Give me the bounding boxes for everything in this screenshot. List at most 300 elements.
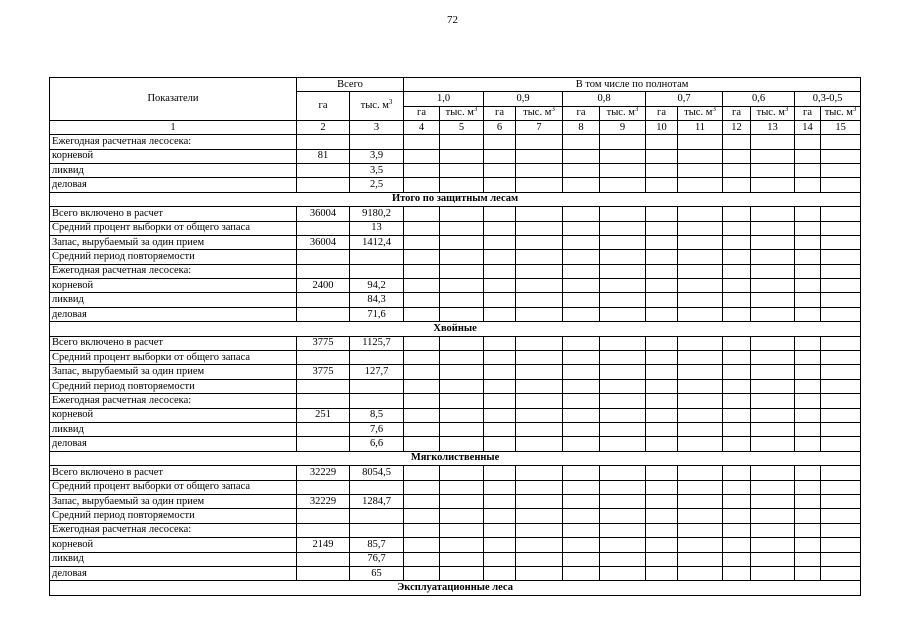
table-row xyxy=(50,379,861,393)
density-cell xyxy=(516,523,563,537)
total-ha-cell xyxy=(297,307,350,321)
row-label: деловая xyxy=(50,566,297,580)
density-cell xyxy=(678,207,723,221)
density-cell xyxy=(795,307,821,321)
cutting-table xyxy=(49,77,861,596)
density-cell xyxy=(723,523,751,537)
table-row xyxy=(50,466,861,480)
density-cell xyxy=(440,494,484,508)
row-label: Ежегодная расчетная лесосека: xyxy=(50,264,297,278)
density-cell xyxy=(563,235,600,249)
density-cell xyxy=(821,379,861,393)
total-vol-cell: 94,2 xyxy=(350,279,404,293)
total-vol-cell xyxy=(350,135,404,149)
density-cell xyxy=(821,408,861,422)
density-cell xyxy=(404,408,440,422)
density-cell xyxy=(795,466,821,480)
density-cell xyxy=(563,394,600,408)
density-cell xyxy=(751,293,795,307)
density-cell xyxy=(723,552,751,566)
density-cell xyxy=(678,480,723,494)
density-1: 1,0 xyxy=(404,92,484,106)
density-cell xyxy=(723,365,751,379)
density-cell xyxy=(821,279,861,293)
density-cell xyxy=(516,351,563,365)
sub-vol-4 xyxy=(678,106,723,120)
column-number: 11 xyxy=(678,121,723,135)
density-cell xyxy=(646,279,678,293)
total-ha-cell: 36004 xyxy=(297,235,350,249)
density-cell xyxy=(440,379,484,393)
table-row xyxy=(50,552,861,566)
density-cell xyxy=(440,422,484,436)
density-cell xyxy=(723,135,751,149)
density-cell xyxy=(646,466,678,480)
total-vol-cell: 76,7 xyxy=(350,552,404,566)
row-label: Средний процент выборки от общего запаса xyxy=(50,351,297,365)
density-cell xyxy=(723,207,751,221)
density-cell xyxy=(795,552,821,566)
total-vol-cell xyxy=(350,264,404,278)
table-row xyxy=(50,351,861,365)
density-cell xyxy=(563,509,600,523)
density-cell xyxy=(646,221,678,235)
density-cell xyxy=(795,365,821,379)
density-cell xyxy=(678,523,723,537)
header-indicators: Показатели xyxy=(50,78,297,121)
unit-sup: 3 xyxy=(634,106,639,114)
density-cell xyxy=(646,480,678,494)
unit-text: тыс. м xyxy=(684,107,713,119)
column-number: 9 xyxy=(600,121,646,135)
density-cell xyxy=(440,149,484,163)
density-cell xyxy=(484,235,516,249)
total-vol-cell: 8054,5 xyxy=(350,466,404,480)
sub-ha-5: га xyxy=(723,106,751,120)
row-label: корневой xyxy=(50,279,297,293)
table-row xyxy=(50,293,861,307)
table-row xyxy=(50,394,861,408)
density-cell xyxy=(440,178,484,192)
density-cell xyxy=(751,135,795,149)
density-cell xyxy=(484,178,516,192)
table-row xyxy=(50,523,861,537)
density-cell xyxy=(600,523,646,537)
column-number: 3 xyxy=(350,121,404,135)
unit-text: тыс. м xyxy=(824,107,853,119)
total-ha-cell xyxy=(297,379,350,393)
density-cell xyxy=(646,307,678,321)
total-vol-cell: 85,7 xyxy=(350,538,404,552)
density-cell xyxy=(563,538,600,552)
density-cell xyxy=(678,466,723,480)
density-cell xyxy=(440,293,484,307)
row-label: Средний процент выборки от общего запаса xyxy=(50,480,297,494)
total-ha-cell xyxy=(297,250,350,264)
total-ha-cell xyxy=(297,135,350,149)
density-cell xyxy=(563,408,600,422)
density-cell xyxy=(563,552,600,566)
density-cell xyxy=(516,336,563,350)
density-cell xyxy=(723,235,751,249)
density-cell xyxy=(821,336,861,350)
total-ha-cell xyxy=(297,264,350,278)
row-label: корневой xyxy=(50,408,297,422)
density-cell xyxy=(646,538,678,552)
density-cell xyxy=(678,163,723,177)
density-cell xyxy=(484,163,516,177)
density-cell xyxy=(440,480,484,494)
density-cell xyxy=(821,538,861,552)
unit-text: тыс. м xyxy=(606,107,635,119)
column-number: 12 xyxy=(723,121,751,135)
total-vol-cell: 8,5 xyxy=(350,408,404,422)
density-cell xyxy=(516,509,563,523)
density-cell xyxy=(723,279,751,293)
density-cell xyxy=(516,394,563,408)
density-cell xyxy=(751,207,795,221)
density-cell xyxy=(795,408,821,422)
sub-ha-3: га xyxy=(563,106,600,120)
density-cell xyxy=(600,163,646,177)
total-vol-cell: 7,6 xyxy=(350,422,404,436)
table-row xyxy=(50,437,861,451)
density-cell xyxy=(563,264,600,278)
density-cell xyxy=(821,250,861,264)
density-cell xyxy=(600,135,646,149)
density-cell xyxy=(600,552,646,566)
density-cell xyxy=(678,394,723,408)
density-cell xyxy=(678,221,723,235)
density-cell xyxy=(646,178,678,192)
table-row xyxy=(50,250,861,264)
density-cell xyxy=(404,494,440,508)
density-cell xyxy=(751,509,795,523)
column-number: 2 xyxy=(297,121,350,135)
density-cell xyxy=(440,437,484,451)
density-cell xyxy=(563,178,600,192)
density-cell xyxy=(440,279,484,293)
density-cell xyxy=(516,566,563,580)
density-cell xyxy=(516,178,563,192)
density-cell xyxy=(821,422,861,436)
column-number: 10 xyxy=(646,121,678,135)
density-cell xyxy=(723,178,751,192)
density-cell xyxy=(484,307,516,321)
density-cell xyxy=(440,163,484,177)
density-cell xyxy=(516,408,563,422)
density-cell xyxy=(404,149,440,163)
density-cell xyxy=(646,552,678,566)
density-cell xyxy=(440,207,484,221)
density-cell xyxy=(821,523,861,537)
total-ha-cell: 32229 xyxy=(297,466,350,480)
header-row-1 xyxy=(50,78,861,92)
total-ha-cell xyxy=(297,437,350,451)
column-number: 13 xyxy=(751,121,795,135)
density-cell xyxy=(516,207,563,221)
density-cell xyxy=(440,566,484,580)
header-total-ha: га xyxy=(297,92,350,121)
density-cell xyxy=(795,207,821,221)
table-row xyxy=(50,509,861,523)
density-cell xyxy=(821,207,861,221)
density-3: 0,8 xyxy=(563,92,646,106)
density-cell xyxy=(646,365,678,379)
density-6: 0,3-0,5 xyxy=(795,92,861,106)
section-title: Хвойные xyxy=(50,322,861,336)
density-cell xyxy=(751,422,795,436)
density-cell xyxy=(600,437,646,451)
density-cell xyxy=(821,509,861,523)
density-cell xyxy=(600,336,646,350)
density-cell xyxy=(440,250,484,264)
sub-ha-4: га xyxy=(646,106,678,120)
column-number: 8 xyxy=(563,121,600,135)
density-cell xyxy=(646,437,678,451)
total-ha-cell xyxy=(297,523,350,537)
row-label: деловая xyxy=(50,307,297,321)
density-cell xyxy=(600,250,646,264)
density-cell xyxy=(563,379,600,393)
density-cell xyxy=(404,221,440,235)
total-vol-cell xyxy=(350,379,404,393)
density-cell xyxy=(821,437,861,451)
row-label: Ежегодная расчетная лесосека: xyxy=(50,523,297,537)
sub-ha-2: га xyxy=(484,106,516,120)
density-cell xyxy=(678,422,723,436)
table-row xyxy=(50,494,861,508)
density-cell xyxy=(440,235,484,249)
density-cell xyxy=(404,135,440,149)
density-cell xyxy=(563,466,600,480)
row-label: ликвид xyxy=(50,293,297,307)
density-cell xyxy=(821,178,861,192)
density-cell xyxy=(821,566,861,580)
total-ha-cell: 3775 xyxy=(297,336,350,350)
density-cell xyxy=(600,365,646,379)
density-cell xyxy=(678,494,723,508)
density-cell xyxy=(678,552,723,566)
density-cell xyxy=(563,351,600,365)
density-cell xyxy=(723,437,751,451)
density-cell xyxy=(440,408,484,422)
density-cell xyxy=(484,538,516,552)
row-label: деловая xyxy=(50,178,297,192)
density-cell xyxy=(723,494,751,508)
density-cell xyxy=(600,566,646,580)
density-cell xyxy=(484,523,516,537)
density-cell xyxy=(600,509,646,523)
row-label: Средний процент выборки от общего запаса xyxy=(50,221,297,235)
density-cell xyxy=(563,422,600,436)
density-cell xyxy=(404,394,440,408)
density-cell xyxy=(678,293,723,307)
density-cell xyxy=(516,422,563,436)
density-cell xyxy=(751,221,795,235)
table-row xyxy=(50,163,861,177)
table-row xyxy=(50,279,861,293)
row-label: деловая xyxy=(50,437,297,451)
row-label: Запас, вырубаемый за один прием xyxy=(50,235,297,249)
header-total-vol xyxy=(350,92,404,121)
density-cell xyxy=(795,566,821,580)
total-ha-cell xyxy=(297,293,350,307)
density-cell xyxy=(440,552,484,566)
sub-vol-1 xyxy=(440,106,484,120)
table-row xyxy=(50,538,861,552)
density-cell xyxy=(600,264,646,278)
total-ha-cell xyxy=(297,552,350,566)
density-cell xyxy=(516,163,563,177)
density-cell xyxy=(563,307,600,321)
density-cell xyxy=(484,250,516,264)
table-body xyxy=(50,78,861,596)
density-cell xyxy=(646,336,678,350)
table-row xyxy=(50,480,861,494)
density-cell xyxy=(723,351,751,365)
row-label: Запас, вырубаемый за один прием xyxy=(50,494,297,508)
density-cell xyxy=(563,207,600,221)
unit-sup: 3 xyxy=(852,106,857,114)
density-cell xyxy=(600,466,646,480)
total-vol-cell: 71,6 xyxy=(350,307,404,321)
density-cell xyxy=(795,480,821,494)
density-cell xyxy=(404,365,440,379)
density-cell xyxy=(821,235,861,249)
density-cell xyxy=(678,351,723,365)
density-cell xyxy=(751,163,795,177)
density-cell xyxy=(484,480,516,494)
row-label: ликвид xyxy=(50,163,297,177)
total-ha-cell: 3775 xyxy=(297,365,350,379)
density-cell xyxy=(678,135,723,149)
density-cell xyxy=(646,509,678,523)
density-cell xyxy=(646,207,678,221)
density-cell xyxy=(678,178,723,192)
table-row xyxy=(50,336,861,350)
density-cell xyxy=(484,365,516,379)
density-cell xyxy=(440,394,484,408)
total-vol-cell: 65 xyxy=(350,566,404,580)
density-cell xyxy=(751,480,795,494)
density-cell xyxy=(563,279,600,293)
header-by-density: В том числе по полнотам xyxy=(404,78,861,92)
density-cell xyxy=(484,408,516,422)
density-cell xyxy=(404,480,440,494)
table-row xyxy=(50,264,861,278)
density-cell xyxy=(795,135,821,149)
section-row xyxy=(50,451,861,465)
density-cell xyxy=(600,178,646,192)
density-cell xyxy=(646,351,678,365)
density-cell xyxy=(484,494,516,508)
density-cell xyxy=(484,149,516,163)
density-cell xyxy=(404,437,440,451)
density-cell xyxy=(678,307,723,321)
density-2: 0,9 xyxy=(484,92,563,106)
unit-sup: 3 xyxy=(388,98,393,107)
row-label: Всего включено в расчет xyxy=(50,207,297,221)
density-cell xyxy=(751,351,795,365)
sub-vol-6 xyxy=(821,106,861,120)
density-cell xyxy=(516,365,563,379)
density-cell xyxy=(516,307,563,321)
density-cell xyxy=(678,437,723,451)
density-cell xyxy=(795,437,821,451)
row-label: Средний период повторяемости xyxy=(50,509,297,523)
density-cell xyxy=(821,307,861,321)
row-label: Всего включено в расчет xyxy=(50,466,297,480)
density-cell xyxy=(563,336,600,350)
total-ha-cell: 32229 xyxy=(297,494,350,508)
density-cell xyxy=(516,379,563,393)
density-cell xyxy=(821,494,861,508)
density-cell xyxy=(600,494,646,508)
density-cell xyxy=(516,250,563,264)
total-vol-cell xyxy=(350,480,404,494)
density-cell xyxy=(600,351,646,365)
density-cell xyxy=(646,235,678,249)
density-cell xyxy=(751,250,795,264)
total-vol-cell: 6,6 xyxy=(350,437,404,451)
density-cell xyxy=(723,163,751,177)
density-cell xyxy=(563,523,600,537)
column-numbers-row xyxy=(50,121,861,135)
density-cell xyxy=(516,264,563,278)
sub-vol-5 xyxy=(751,106,795,120)
density-cell xyxy=(563,149,600,163)
density-5: 0,6 xyxy=(723,92,795,106)
density-cell xyxy=(646,293,678,307)
sub-vol-2 xyxy=(516,106,563,120)
row-label: Всего включено в расчет xyxy=(50,336,297,350)
density-cell xyxy=(600,307,646,321)
density-cell xyxy=(751,523,795,537)
density-cell xyxy=(484,379,516,393)
density-cell xyxy=(795,351,821,365)
row-label: Запас, вырубаемый за один прием xyxy=(50,365,297,379)
density-cell xyxy=(646,264,678,278)
density-cell xyxy=(795,422,821,436)
density-cell xyxy=(404,178,440,192)
density-cell xyxy=(646,250,678,264)
density-cell xyxy=(723,293,751,307)
density-cell xyxy=(751,379,795,393)
density-cell xyxy=(404,307,440,321)
density-cell xyxy=(795,163,821,177)
row-label: Ежегодная расчетная лесосека: xyxy=(50,135,297,149)
total-vol-cell: 3,9 xyxy=(350,149,404,163)
density-cell xyxy=(563,250,600,264)
density-cell xyxy=(751,538,795,552)
density-cell xyxy=(563,293,600,307)
density-cell xyxy=(440,221,484,235)
density-cell xyxy=(723,264,751,278)
density-cell xyxy=(795,394,821,408)
density-cell xyxy=(751,279,795,293)
density-cell xyxy=(440,307,484,321)
total-vol-cell: 2,5 xyxy=(350,178,404,192)
density-cell xyxy=(440,336,484,350)
density-cell xyxy=(751,552,795,566)
row-label: ликвид xyxy=(50,552,297,566)
density-cell xyxy=(484,394,516,408)
density-cell xyxy=(795,494,821,508)
density-cell xyxy=(751,149,795,163)
density-cell xyxy=(821,149,861,163)
density-cell xyxy=(600,422,646,436)
